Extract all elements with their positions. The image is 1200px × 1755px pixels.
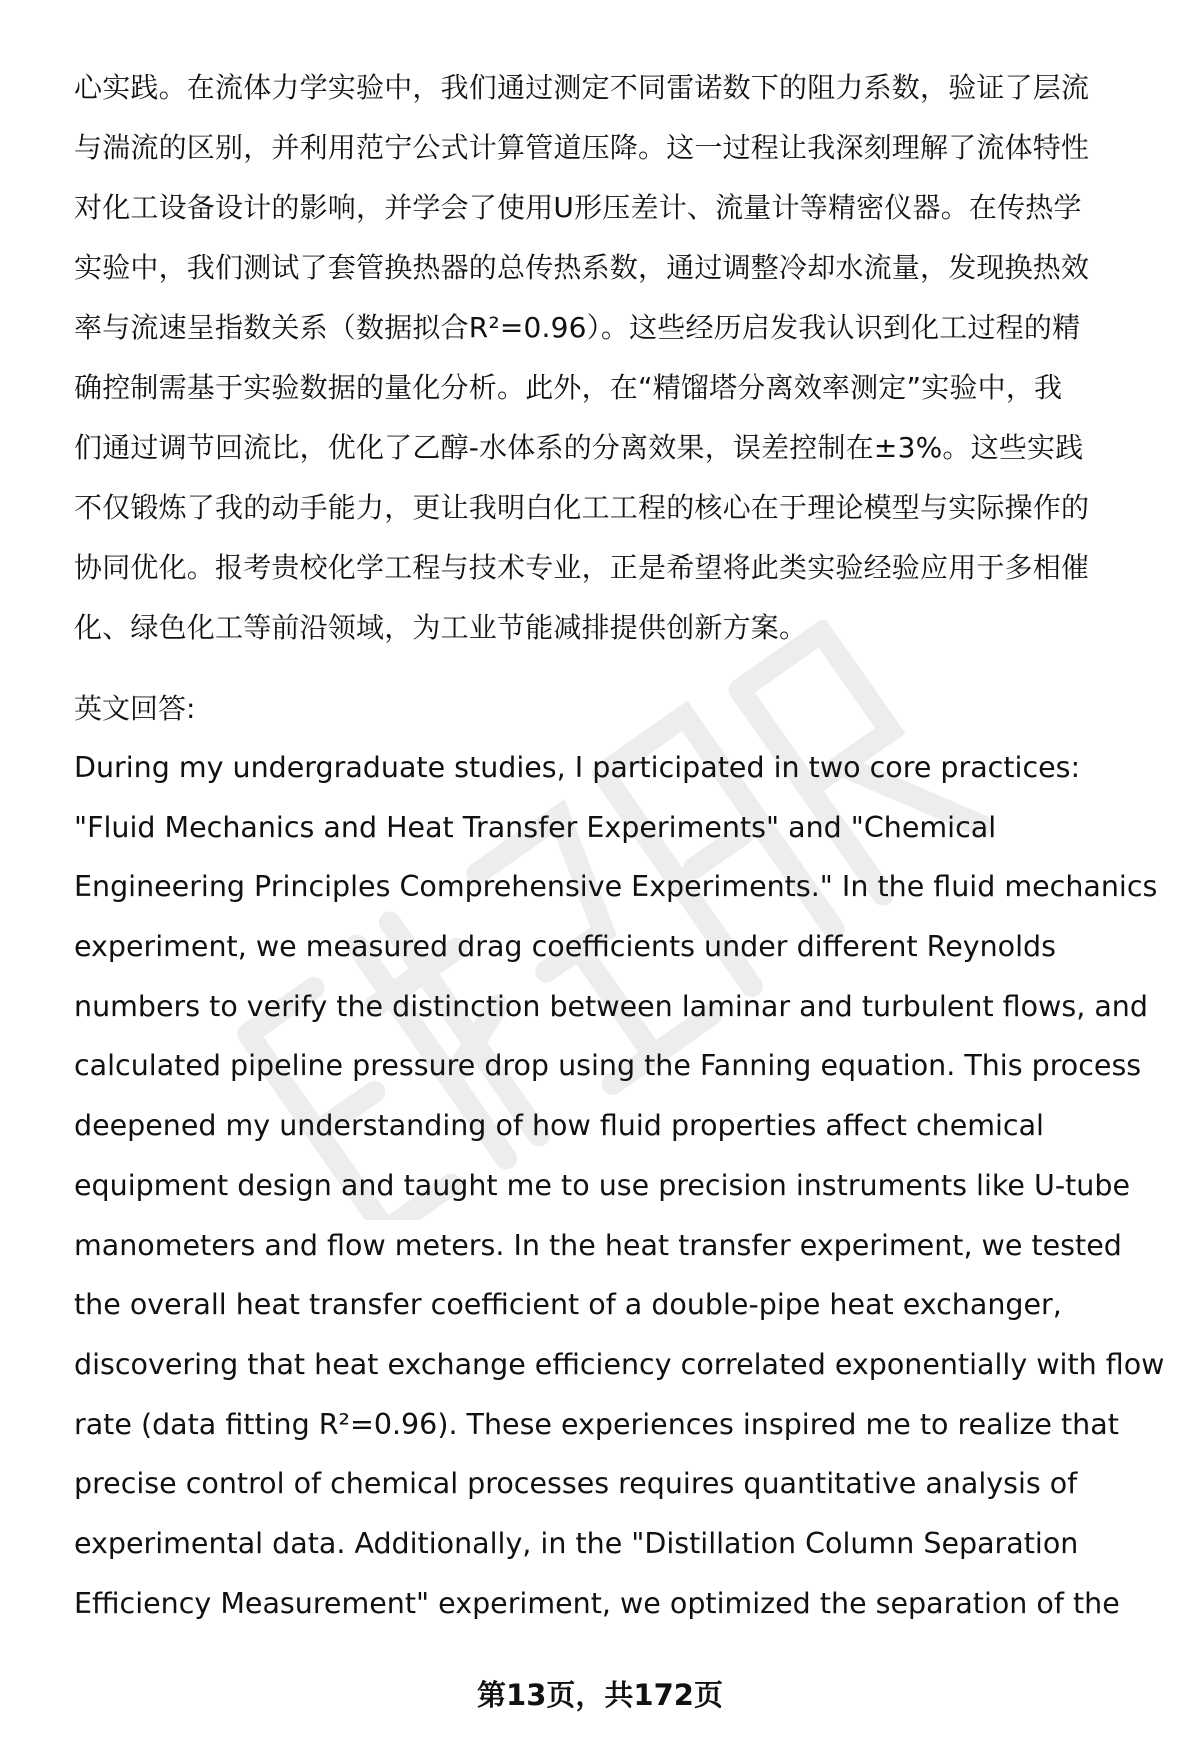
- en-line: rate (data fitting R²=0.96). These experiences inspired me to realize that: [74, 1407, 1119, 1441]
- zh-line: 对化工设备设计的影响，并学会了使用U形压差计、流量计等精密仪器。在传热学: [74, 191, 1082, 224]
- en-line: "Fluid Mechanics and Heat Transfer Experiments" and "Chemical: [74, 810, 997, 844]
- chinese-paragraph: [74, 58, 1154, 658]
- en-line: experimental data. Additionally, in the "Distillation Column Separation: [74, 1526, 1079, 1560]
- en-line: numbers to verify the distinction between laminar and turbulent flows, and: [74, 989, 1148, 1023]
- en-line: precise control of chemical processes requires quantitative analysis of: [74, 1467, 1078, 1501]
- page-number-footer: 第13页，共172页: [477, 1678, 723, 1712]
- en-line: equipment design and taught me to use precision instruments like U-tube: [74, 1168, 1130, 1202]
- en-line: calculated pipeline pressure drop using the Fanning equation. This process: [74, 1049, 1142, 1083]
- en-line: discovering that heat exchange efficiency correlated exponentially with flow: [74, 1347, 1165, 1381]
- paragraph-gap: [74, 658, 1154, 680]
- english-section: [74, 680, 1165, 1633]
- zh-line: 实验中，我们测试了套管换热器的总传热系数，通过调整冷却水流量，发现换热效: [74, 251, 1090, 284]
- en-line: During my undergraduate studies, I participated in two core practices:: [74, 751, 1081, 784]
- en-line: deepened my understanding of how fluid properties affect chemical: [74, 1109, 1044, 1143]
- en-line: experiment, we measured drag coefficients under different Reynolds: [74, 930, 1056, 964]
- zh-line: 确控制需基于实验数据的量化分析。此外，在“精馏塔分离效率测定”实验中，我: [74, 371, 1063, 404]
- en-line: manometers and flow meters. In the heat transfer experiment, we tested: [74, 1228, 1122, 1262]
- content-column: [74, 58, 1165, 1633]
- en-line: Efficiency Measurement" experiment, we optimized the separation of the: [74, 1586, 1120, 1620]
- en-line: Engineering Principles Comprehensive Experiments." In the fluid mechanics: [74, 870, 1158, 904]
- zh-line: 与湍流的区别，并利用范宁公式计算管道压降。这一过程让我深刻理解了流体特性: [74, 131, 1090, 164]
- en-line: the overall heat transfer coefficient of a double-pipe heat exchanger,: [74, 1288, 1062, 1322]
- zh-line: 不仅锻炼了我的动手能力，更让我明白化工工程的核心在于理论模型与实际操作的: [74, 491, 1090, 524]
- zh-line: 协同优化。报考贵校化学工程与技术专业，正是希望将此类实验经验应用于多相催: [74, 551, 1090, 584]
- zh-line: 心实践。在流体力学实验中，我们通过测定不同雷诺数下的阻力系数，验证了层流: [74, 71, 1090, 104]
- zh-line: 率与流速呈指数关系（数据拟合R²=0.96）。这些经历启发我认识到化工过程的精: [74, 311, 1081, 344]
- zh-line: 们通过调节回流比，优化了乙醇-水体系的分离效果，误差控制在±3%。这些实践: [74, 431, 1084, 464]
- english-answer-heading: 英文回答:: [74, 692, 196, 725]
- zh-line: 化、绿色化工等前沿领域，为工业节能减排提供创新方案。: [74, 611, 808, 644]
